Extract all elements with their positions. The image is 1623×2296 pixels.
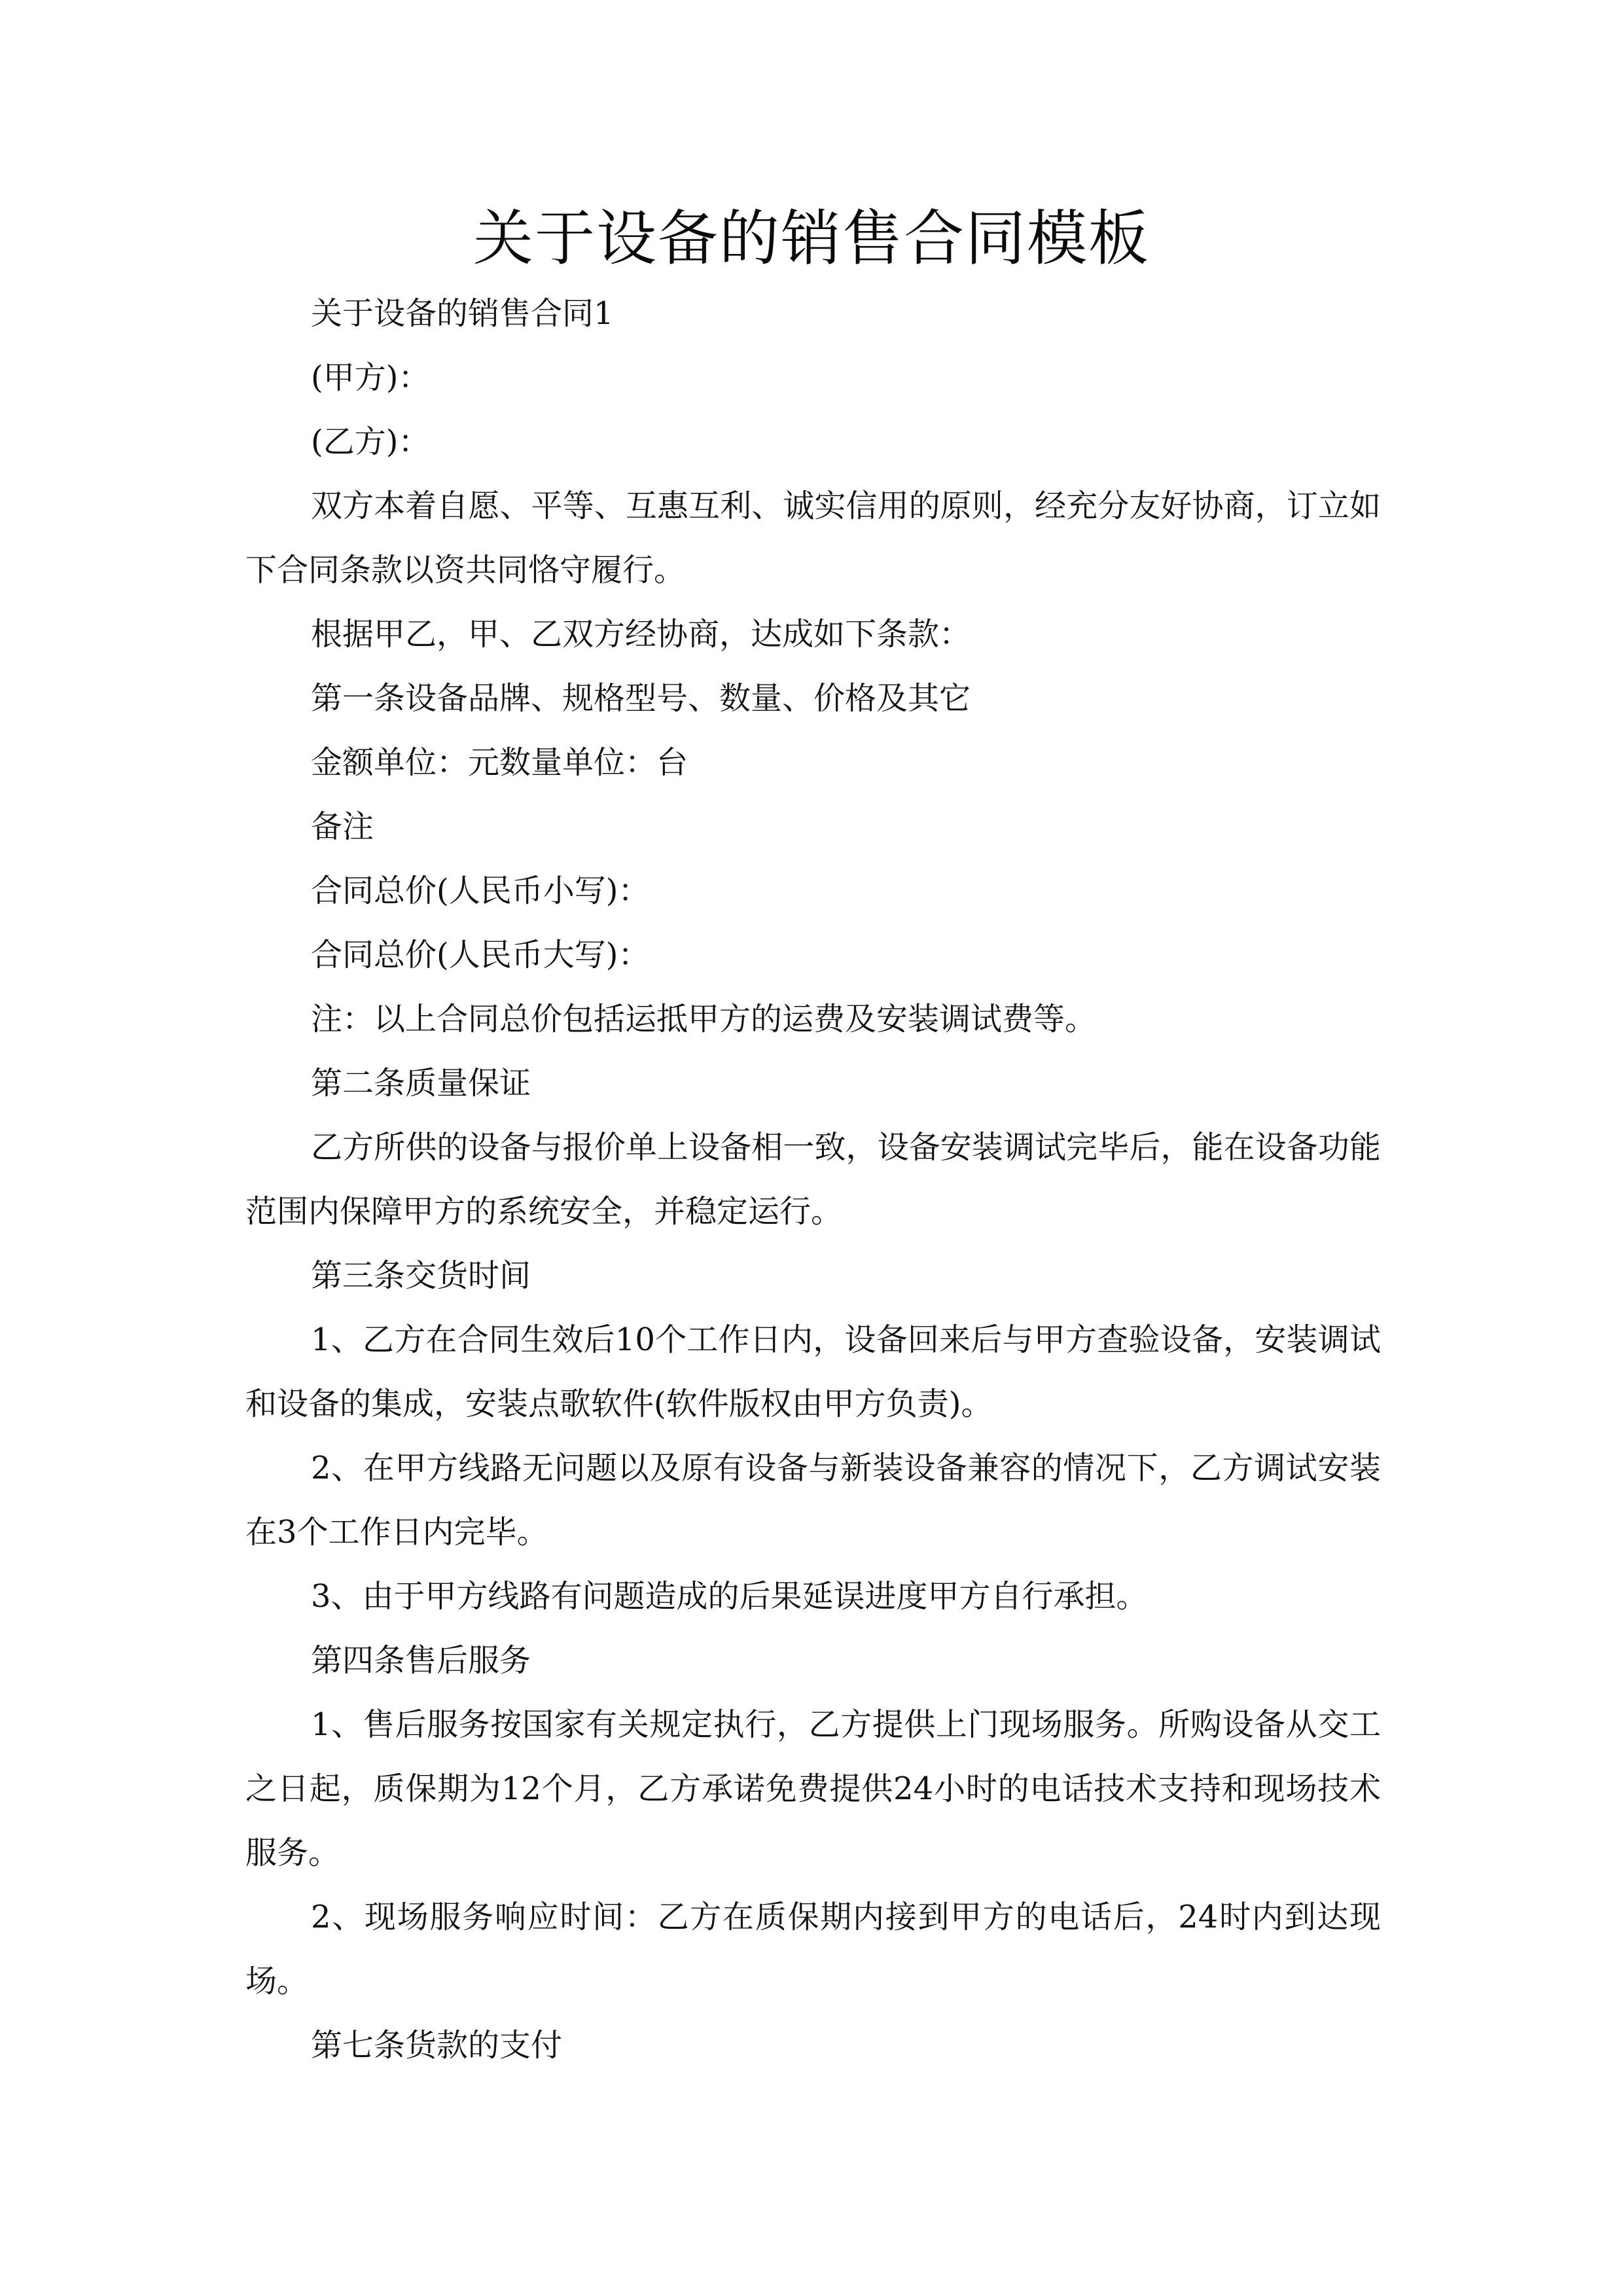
- contract-subtitle: 关于设备的销售合同1: [311, 295, 614, 332]
- article-3-item-1: 1、乙方在合同生效后10个工作日内，设备回来后与甲方查验设备，安装调试和设备的集成，安装点歌软件(软件版权由甲方负责)。: [245, 1321, 1381, 1422]
- price-note: 注：以上合同总价包括运抵甲方的运费及安装调试费等。: [311, 1001, 1097, 1037]
- document-title: 关于设备的销售合同模板: [473, 204, 1150, 274]
- document-body: [245, 281, 1381, 2077]
- article-3-heading: 第三条交货时间: [311, 1257, 531, 1294]
- article-2-paragraph: 乙方所供的设备与报价单上设备相一致，设备安装调试完毕后，能在设备功能范围内保障甲方的系统安全，并稳定运行。: [245, 1129, 1381, 1230]
- article-3-item-2: 2、在甲方线路无问题以及原有设备与新装设备兼容的情况下，乙方调试安装在3个工作日内完毕。: [245, 1450, 1381, 1551]
- article-4-item-2: 2、现场服务响应时间：乙方在质保期内接到甲方的电话后，24时内到达现场。: [245, 1899, 1381, 2000]
- total-price-lowercase: 合同总价(人民币小写)：: [311, 872, 650, 909]
- units-line: 金额单位：元数量单位：台: [311, 744, 688, 781]
- article-4-item-1: 1、售后服务按国家有关规定执行，乙方提供上门现场服务。所购设备从交工之日起，质保期为12个月，乙方承诺免费提供24小时的电话技术支持和现场技术服务。: [245, 1706, 1381, 1871]
- total-price-uppercase: 合同总价(人民币大写)：: [311, 937, 650, 973]
- preamble-paragraph: 双方本着自愿、平等、互惠互利、诚实信用的原则，经充分友好协商，订立如下合同条款以资共同恪守履行。: [245, 488, 1381, 588]
- agreement-intro: 根据甲乙，甲、乙双方经协商，达成如下条款：: [311, 616, 971, 653]
- party-a-line: (甲方)：: [311, 359, 430, 396]
- article-2-heading: 第二条质量保证: [311, 1065, 531, 1102]
- party-b-line: (乙方)：: [311, 423, 430, 460]
- article-3-item-3: 3、由于甲方线路有问题造成的后果延误进度甲方自行承担。: [311, 1578, 1148, 1615]
- remarks-line: 备注: [311, 808, 374, 845]
- article-1-heading: 第一条设备品牌、规格型号、数量、价格及其它: [311, 680, 971, 717]
- article-4-heading: 第四条售后服务: [311, 1642, 531, 1679]
- article-7-heading: 第七条货款的支付: [311, 2027, 563, 2064]
